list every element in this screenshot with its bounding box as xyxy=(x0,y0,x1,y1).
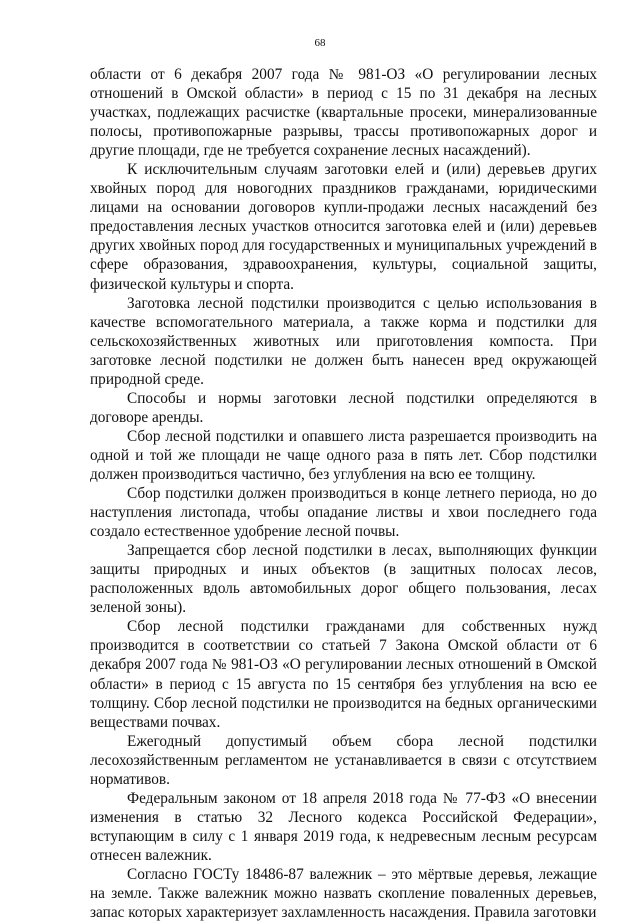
document-body xyxy=(90,65,597,922)
paragraph-continuation: области от 6 декабря 2007 года № 981-ОЗ «О регулировании лесных отношений в Омской области» в период с 15 по 31 декабря на лесных участках, подлежащих расчистке (квартальные просеки, минерализованные полосы, противопожарные разрывы, трассы противопожарных дорог и другие площади, где не требуется сохранение лесных насаждений). xyxy=(90,66,597,160)
paragraph-litter-frequency: Сбор лесной подстилки и опавшего листа разрешается производить на одной и той же площади не чаще одного раза в пять лет. Сбор подстилки должен производиться частично, без углубления на всю ее толщину. xyxy=(90,427,597,483)
paragraph-litter-purpose: Заготовка лесной подстилки производится с целью использования в качестве вспомогательного материала, а также корма и подстилки для сельскохозяйственных животных или приготовления компоста. При заготовке лесной подстилки не должен быть нанесен вред окружающей природной среде. xyxy=(90,294,597,388)
paragraph-litter-prohibition: Запрещается сбор лесной подстилки в лесах, выполняющих функции защиты природных и иных объектов (в защитных полосах лесов, расположенных вдоль автомобильных дорог общего пользования, лесах зеленой зоны). xyxy=(90,542,597,617)
paragraph-new-year-trees: К исключительным случаям заготовки елей и (или) деревьев других хвойных пород для новогодних праздников гражданами, юридическими лицами на основании договоров купли-продажи лесных насаждений без предоставления лесных участков относится заготовка елей и (или) деревьев других хвойных пород для государственных и муниципальных учреждений в сфере образования, здравоохранения, культуры, социальной защиты, физической культуры и спорта. xyxy=(90,161,597,293)
paragraph-litter-methods: Способы и нормы заготовки лесной подстилки определяются в договоре аренды. xyxy=(90,389,597,426)
paragraph-deadwood-definition: Согласно ГОСТу 18486-87 валежник – это мёртвые деревья, лежащие на земле. Также валежник можно назвать скопление поваленных деревьев, запас которых характеризует захламленность насаждения. Правила заготовки xyxy=(90,865,597,922)
paragraph-litter-timing: Сбор подстилки должен производиться в конце летнего периода, но до наступления листопада, чтобы опадание листвы и хвои последнего года создало естественное удобрение лесной почвы. xyxy=(90,485,597,541)
paragraph-federal-law: Федеральным законом от 18 апреля 2018 года № 77-ФЗ «О внесении изменения в статью 32 Лесного кодекса Российской Федерации», вступающим в силу с 1 января 2019 года, к недревесным лесным ресурсам отнесен валежник. xyxy=(90,789,597,864)
page-number: 68 xyxy=(314,37,326,49)
paragraph-citizen-collection: Сбор лесной подстилки гражданами для собственных нужд производится в соответствии со статьей 7 Закона Омской области от 6 декабря 2007 года № 981-ОЗ «О регулировании лесных отношений в Омской области» в период с 15 августа по 15 сентября без углубления на всю ее толщину. Сбор лесной подстилки не производится на бедных органическими веществами почвах. xyxy=(90,618,597,731)
paragraph-annual-volume: Ежегодный допустимый объем сбора лесной подстилки лесохозяйственным регламентом не устанавливается в связи с отсутствием нормативов. xyxy=(90,732,597,788)
